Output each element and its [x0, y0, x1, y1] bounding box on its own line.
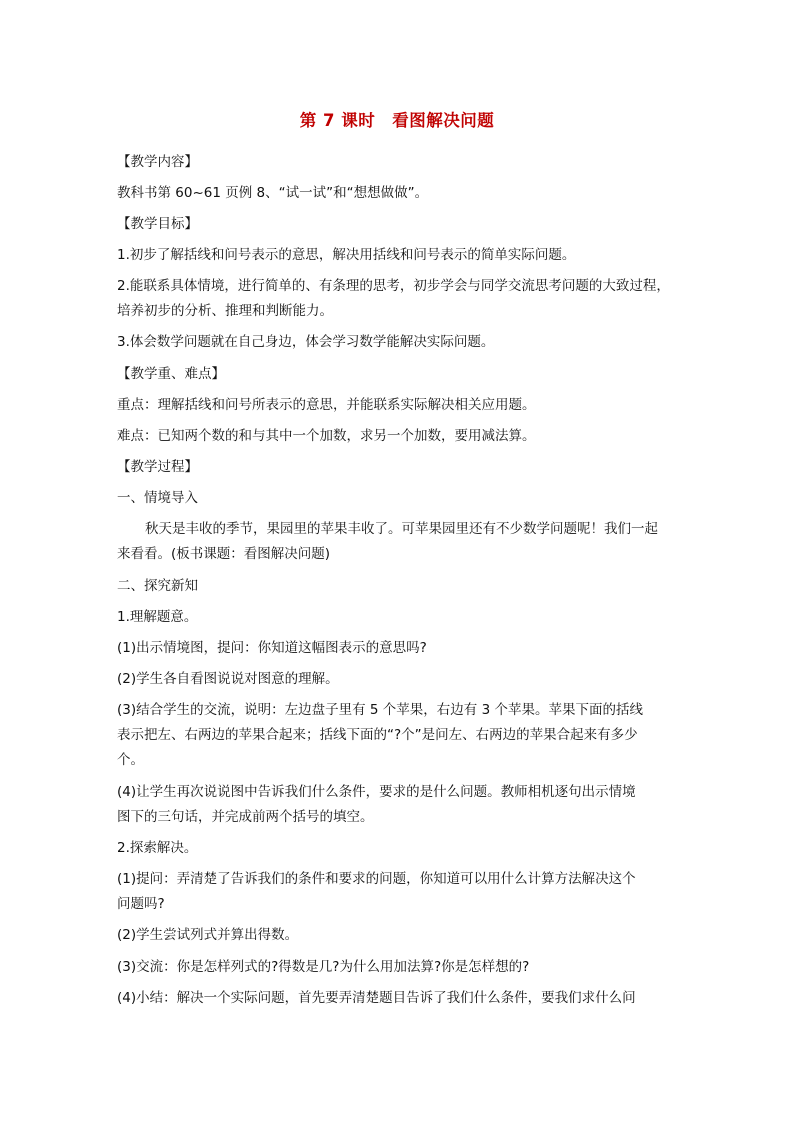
- paragraph-continued: 个。: [117, 752, 144, 768]
- paragraph: (1)出示情境图，提问：你知道这幅图表示的意思吗?: [117, 640, 427, 656]
- paragraph: (2)学生各自看图说说对图意的理解。: [117, 671, 339, 687]
- subheading: 一、情境导入: [117, 490, 198, 506]
- paragraph: (4)小结：解决一个实际问题，首先要弄清楚题目告诉了我们什么条件，要我们求什么问: [117, 990, 636, 1006]
- paragraph: 教科书第 60~61 页例 8、“试一试”和“想想做做”。: [117, 185, 429, 201]
- paragraph-continued: 表示把左、右两边的苹果合起来；括线下面的“?个”是问左、右两边的苹果合起来有多少: [117, 727, 638, 743]
- paragraph-continued: 来看看。(板书课题：看图解决问题): [117, 546, 331, 562]
- paragraph-continued: 问题吗?: [117, 896, 165, 912]
- paragraph-continued: 培养初步的分析、推理和判断能力。: [117, 303, 333, 319]
- section-heading-key-points: 【教学重、难点】: [117, 366, 225, 382]
- section-heading-objectives: 【教学目标】: [117, 216, 198, 232]
- paragraph: (3)结合学生的交流，说明：左边盘子里有 5 个苹果，右边有 3 个苹果。苹果下面的括线: [117, 702, 643, 718]
- section-heading-content: 【教学内容】: [117, 154, 198, 170]
- paragraph: 1.理解题意。: [117, 609, 198, 625]
- subheading: 二、探究新知: [117, 578, 198, 594]
- paragraph: 难点：已知两个数的和与其中一个加数，求另一个加数，要用减法算。: [117, 428, 536, 444]
- paragraph: 秋天是丰收的季节，果园里的苹果丰收了。可苹果园里还有不少数学问题呢！我们一起: [145, 521, 658, 537]
- paragraph: 1.初步了解括线和问号表示的意思，解决用括线和问号表示的简单实际问题。: [117, 247, 576, 263]
- lesson-title: 第 7 课时 看图解决问题: [299, 111, 495, 130]
- paragraph: (4)让学生再次说说图中告诉我们什么条件，要求的是什么问题。教师相机逐句出示情境: [117, 784, 636, 800]
- paragraph: 2.探索解决。: [117, 840, 198, 856]
- paragraph: 3.体会数学问题就在自己身边，体会学习数学能解决实际问题。: [117, 334, 495, 350]
- paragraph-continued: 图下的三句话，并完成前两个括号的填空。: [117, 809, 374, 825]
- paragraph: (3)交流：你是怎样列式的?得数是几?为什么用加法算?你是怎样想的?: [117, 959, 530, 975]
- section-heading-process: 【教学过程】: [117, 459, 198, 475]
- paragraph: (1)提问：弄清楚了告诉我们的条件和要求的问题，你知道可以用什么计算方法解决这个: [117, 871, 636, 887]
- paragraph: (2)学生尝试列式并算出得数。: [117, 927, 299, 943]
- paragraph: 2.能联系具体情境，进行简单的、有条理的思考，初步学会与同学交流思考问题的大致过程，: [117, 278, 670, 294]
- paragraph: 重点：理解括线和问号所表示的意思，并能联系实际解决相关应用题。: [117, 397, 536, 413]
